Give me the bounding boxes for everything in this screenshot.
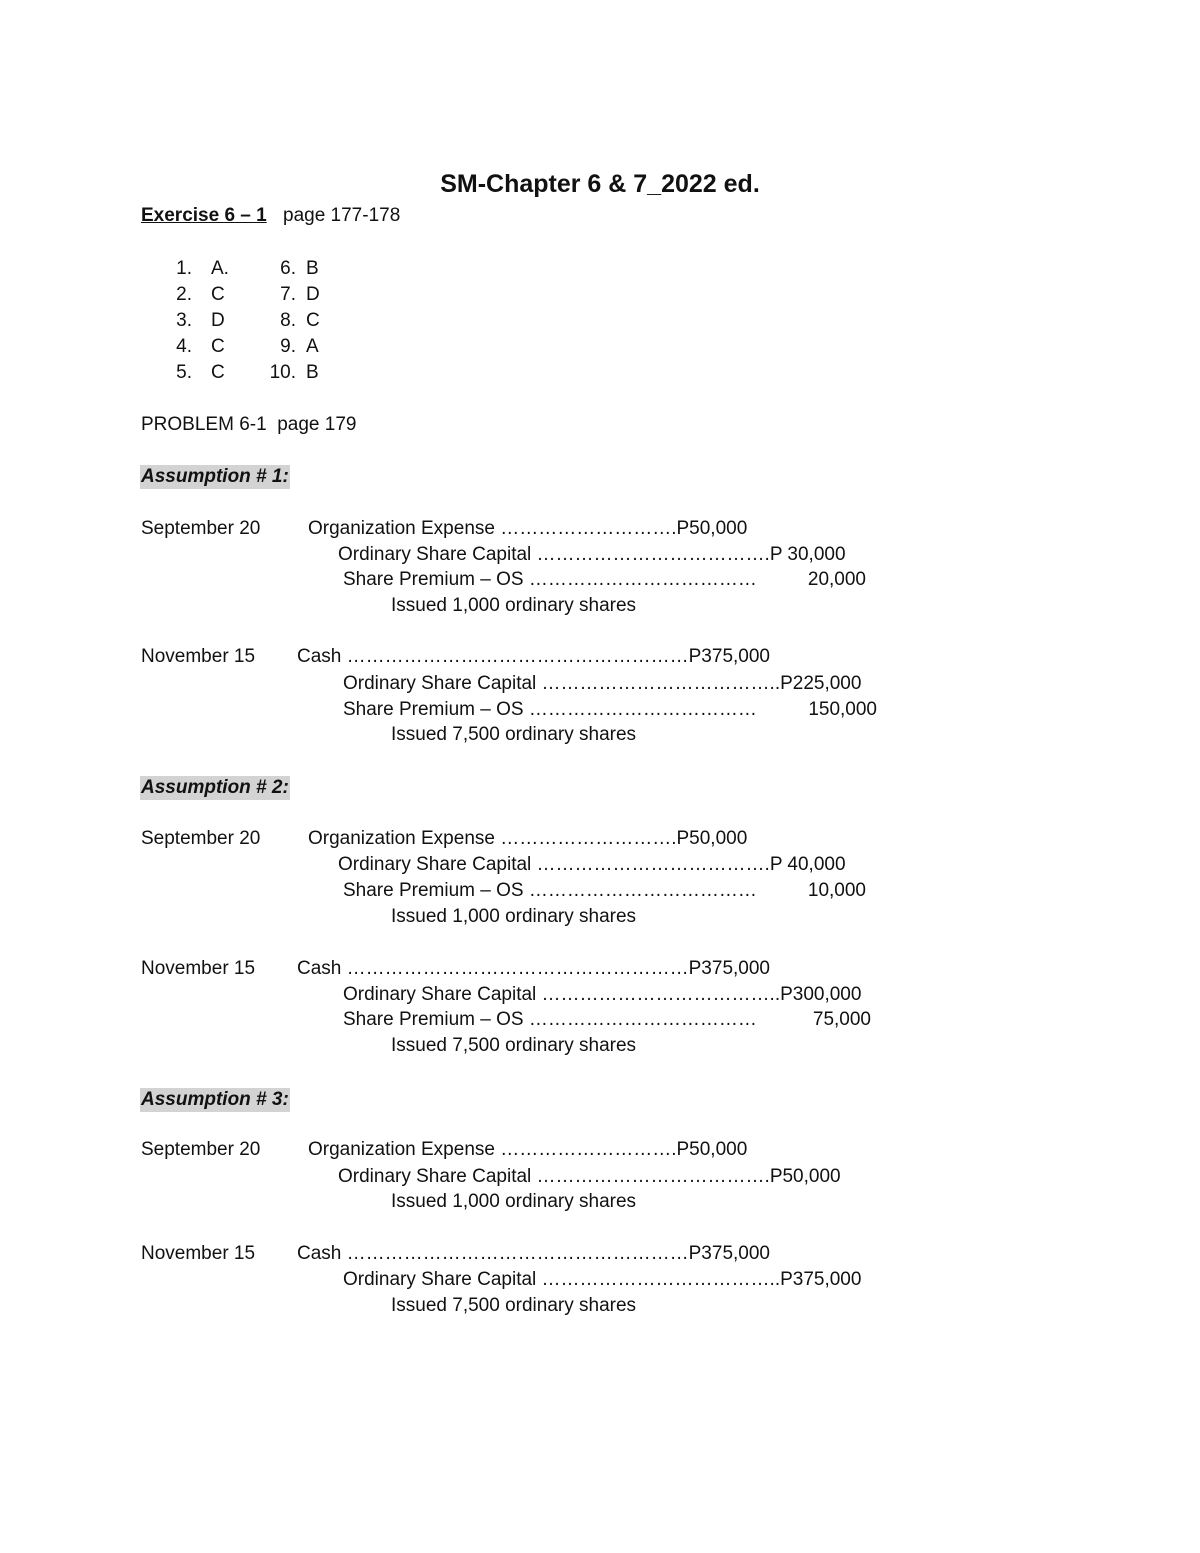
credit-line: Share Premium – OS ……………………………… (343, 699, 757, 720)
credit-amount: 75,000 (812, 1009, 871, 1030)
credit-line: Ordinary Share Capital ………………………………..P225,000 (343, 673, 862, 694)
answer-number: 6. (280, 258, 296, 279)
answer-number: 5. (176, 362, 192, 383)
credit-amount: 10,000 (807, 880, 866, 901)
debit-line: Cash ………………………………………………P375,000 (297, 958, 770, 979)
answer-value: B (306, 258, 319, 279)
problem-label: PROBLEM 6-1 page 179 (141, 414, 357, 435)
entry-date: November 15 (141, 1243, 256, 1264)
credit-line: Share Premium – OS ……………………………… (343, 880, 757, 901)
entry-memo: Issued 7,500 ordinary shares (391, 1295, 637, 1316)
entry-date: November 15 (141, 646, 256, 667)
answer-number: 4. (176, 336, 192, 357)
answer-value: A. (211, 258, 229, 279)
answer-value: C (211, 362, 225, 383)
entry-date: November 15 (141, 958, 256, 979)
page-title: SM-Chapter 6 & 7_2022 ed. (440, 170, 760, 198)
answer-number: 7. (280, 284, 296, 305)
assumption-heading: Assumption # 2: (141, 777, 289, 798)
assumption-heading: Assumption # 1: (141, 466, 289, 487)
answer-value: A (306, 336, 319, 357)
answer-value: D (211, 310, 225, 331)
answer-number: 2. (176, 284, 192, 305)
credit-line: Ordinary Share Capital ………………………………..P300,000 (343, 984, 862, 1005)
credit-line: Ordinary Share Capital ……………………………….P50,000 (338, 1166, 841, 1187)
credit-amount: 150,000 (808, 699, 877, 720)
answer-number: 1. (176, 258, 192, 279)
answer-value: B (306, 362, 319, 383)
exercise-page: page 177-178 (283, 205, 401, 226)
debit-line: Cash ………………………………………………P375,000 (297, 1243, 770, 1264)
assumption-heading: Assumption # 3: (141, 1089, 289, 1110)
answer-value: D (306, 284, 320, 305)
entry-date: September 20 (141, 518, 261, 539)
answer-value: C (211, 284, 225, 305)
debit-line: Organization Expense ……………………….P50,000 (308, 1139, 748, 1160)
answer-value: C (211, 336, 225, 357)
debit-line: Organization Expense ……………………….P50,000 (308, 828, 748, 849)
answer-number: 9. (280, 336, 296, 357)
credit-line: Share Premium – OS ……………………………… (343, 1009, 757, 1030)
answer-number: 8. (280, 310, 296, 331)
entry-memo: Issued 1,000 ordinary shares (391, 595, 637, 616)
credit-amount: 20,000 (807, 569, 866, 590)
entry-memo: Issued 7,500 ordinary shares (391, 724, 637, 745)
answer-number: 10. (269, 362, 296, 383)
credit-line: Ordinary Share Capital ……………………………….P 30,000 (338, 544, 846, 565)
credit-line: Ordinary Share Capital ………………………………..P375,000 (343, 1269, 862, 1290)
credit-line: Ordinary Share Capital ……………………………….P 40,000 (338, 854, 846, 875)
debit-line: Cash ………………………………………………P375,000 (297, 646, 770, 667)
debit-line: Organization Expense ……………………….P50,000 (308, 518, 748, 539)
entry-memo: Issued 1,000 ordinary shares (391, 906, 637, 927)
entry-date: September 20 (141, 828, 261, 849)
exercise-heading: Exercise 6 – 1 (141, 205, 267, 226)
answer-value: C (306, 310, 320, 331)
entry-memo: Issued 7,500 ordinary shares (391, 1035, 637, 1056)
entry-date: September 20 (141, 1139, 261, 1160)
entry-memo: Issued 1,000 ordinary shares (391, 1191, 637, 1212)
credit-line: Share Premium – OS ……………………………… (343, 569, 757, 590)
answer-number: 3. (176, 310, 192, 331)
